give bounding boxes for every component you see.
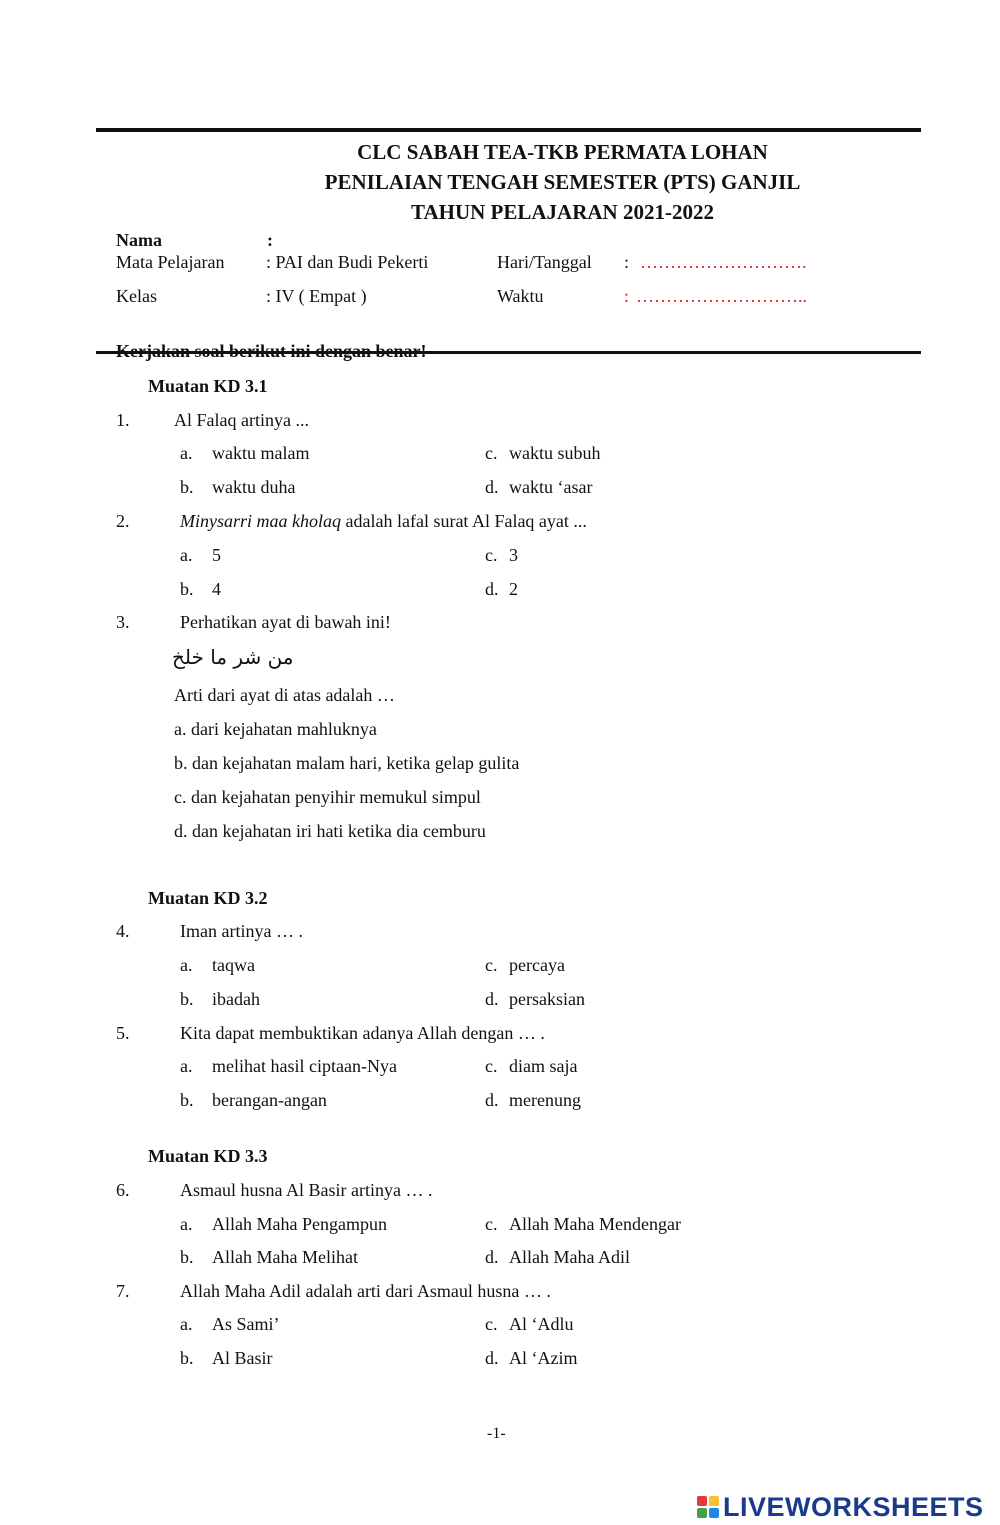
- option-text[interactable]: Allah Maha Melihat: [212, 1247, 358, 1267]
- question-number: 2.: [116, 511, 130, 531]
- option-letter[interactable]: d.: [485, 579, 499, 599]
- option-letter[interactable]: b.: [180, 1247, 194, 1267]
- option-text[interactable]: percaya: [509, 955, 565, 975]
- option-letter[interactable]: a.: [180, 1214, 193, 1234]
- hari-colon: :: [624, 252, 630, 272]
- arabic-verse: من شر ما خلخ: [172, 645, 294, 669]
- school-title: CLC SABAH TEA-TKB PERMATA LOHAN: [357, 140, 768, 164]
- option-text[interactable]: waktu ‘asar: [509, 477, 593, 497]
- option-letter[interactable]: b.: [180, 989, 194, 1009]
- option-letter[interactable]: a.: [180, 1314, 193, 1334]
- section-title: Muatan KD 3.3: [148, 1146, 268, 1166]
- question-text: Perhatikan ayat di bawah ini!: [180, 612, 391, 632]
- page-number: -1-: [487, 1425, 506, 1442]
- option-letter[interactable]: a.: [180, 545, 193, 565]
- kelas-label: Kelas: [116, 286, 157, 306]
- option-text[interactable]: Allah Maha Mendengar: [509, 1214, 681, 1234]
- question-text-rest: adalah lafal surat Al Falaq ayat ...: [341, 511, 587, 531]
- option-text[interactable]: waktu duha: [212, 477, 296, 497]
- option-letter[interactable]: c.: [485, 955, 498, 975]
- section-title: Muatan KD 3.2: [148, 888, 268, 908]
- question-number: 3.: [116, 612, 130, 632]
- logo-mark-icon: [697, 1496, 719, 1518]
- question-text: Asmaul husna Al Basir artinya … .: [180, 1180, 433, 1200]
- option-letter[interactable]: b.: [180, 477, 194, 497]
- question-text: Al Falaq artinya ...: [174, 410, 309, 430]
- option-text[interactable]: ibadah: [212, 989, 260, 1009]
- kelas-value: : IV ( Empat ): [266, 286, 367, 306]
- option-text[interactable]: 5: [212, 545, 221, 565]
- option-text[interactable]: persaksian: [509, 989, 585, 1009]
- option-item[interactable]: a. dari kejahatan mahluknya: [174, 719, 377, 739]
- question-text: Kita dapat membuktikan adanya Allah dengan … .: [180, 1023, 545, 1043]
- option-text[interactable]: 3: [509, 545, 518, 565]
- waktu-label: Waktu: [497, 286, 544, 306]
- mid-rule: [96, 351, 921, 354]
- logo-square: [709, 1496, 719, 1506]
- mapel-value: : PAI dan Budi Pekerti: [266, 252, 429, 272]
- option-item[interactable]: d. dan kejahatan iri hati ketika dia cemburu: [174, 821, 486, 841]
- question-number: 6.: [116, 1180, 130, 1200]
- waktu-field[interactable]: ………………………..: [636, 286, 807, 306]
- option-text[interactable]: Allah Maha Pengampun: [212, 1214, 387, 1234]
- question-number: 5.: [116, 1023, 130, 1043]
- liveworksheets-logo[interactable]: [697, 1490, 984, 1524]
- nama-label: Nama: [116, 230, 162, 250]
- option-letter[interactable]: c.: [485, 1056, 498, 1076]
- question-text: Iman artinya … .: [180, 921, 303, 941]
- option-item[interactable]: b. dan kejahatan malam hari, ketika gelap gulita: [174, 753, 520, 773]
- option-letter[interactable]: d.: [485, 1348, 499, 1368]
- option-item[interactable]: c. dan kejahatan penyihir memukul simpul: [174, 787, 481, 807]
- logo-text: LIVEWORKSHEETS: [723, 1491, 984, 1522]
- option-letter[interactable]: c.: [485, 443, 498, 463]
- top-rule: [96, 128, 921, 132]
- question-text: Allah Maha Adil adalah arti dari Asmaul husna … .: [180, 1281, 551, 1301]
- option-text[interactable]: waktu malam: [212, 443, 310, 463]
- question-number: 1.: [116, 410, 130, 430]
- logo-square: [709, 1508, 719, 1518]
- option-letter[interactable]: a.: [180, 1056, 193, 1076]
- option-text[interactable]: Al ‘Adlu: [509, 1314, 574, 1334]
- option-letter[interactable]: d.: [485, 477, 499, 497]
- option-text[interactable]: 2: [509, 579, 518, 599]
- option-text[interactable]: taqwa: [212, 955, 255, 975]
- option-letter[interactable]: a.: [180, 443, 193, 463]
- option-letter[interactable]: c.: [485, 545, 498, 565]
- hari-field[interactable]: ……………………….: [640, 252, 807, 272]
- option-letter[interactable]: a.: [180, 955, 193, 975]
- year-title: TAHUN PELAJARAN 2021-2022: [411, 200, 714, 224]
- section-title: Muatan KD 3.1: [148, 376, 268, 396]
- nama-colon: :: [267, 230, 273, 250]
- option-letter[interactable]: b.: [180, 1348, 194, 1368]
- option-text[interactable]: melihat hasil ciptaan-Nya: [212, 1056, 397, 1076]
- waktu-colon: :: [624, 286, 630, 306]
- mapel-label: Mata Pelajaran: [116, 252, 225, 272]
- option-text[interactable]: 4: [212, 579, 221, 599]
- option-text[interactable]: Al ‘Azim: [509, 1348, 578, 1368]
- question-number: 7.: [116, 1281, 130, 1301]
- question-number: 4.: [116, 921, 130, 941]
- option-text[interactable]: Allah Maha Adil: [509, 1247, 630, 1267]
- option-letter[interactable]: b.: [180, 1090, 194, 1110]
- option-letter[interactable]: d.: [485, 1247, 499, 1267]
- option-text[interactable]: diam saja: [509, 1056, 578, 1076]
- option-text[interactable]: berangan-angan: [212, 1090, 327, 1110]
- option-letter[interactable]: b.: [180, 579, 194, 599]
- question-text: [180, 511, 587, 532]
- option-text[interactable]: Al Basir: [212, 1348, 273, 1368]
- question-subtext: Arti dari ayat di atas adalah …: [174, 685, 395, 705]
- logo-square: [697, 1508, 707, 1518]
- option-letter[interactable]: d.: [485, 1090, 499, 1110]
- hari-label: Hari/Tanggal: [497, 252, 592, 272]
- option-letter[interactable]: d.: [485, 989, 499, 1009]
- question-text-italic: Minysarri maa kholaq: [180, 511, 341, 531]
- exam-title: PENILAIAN TENGAH SEMESTER (PTS) GANJIL: [324, 170, 801, 194]
- option-text[interactable]: waktu subuh: [509, 443, 601, 463]
- option-letter[interactable]: c.: [485, 1214, 498, 1234]
- option-text[interactable]: As Sami’: [212, 1314, 280, 1334]
- option-letter[interactable]: c.: [485, 1314, 498, 1334]
- option-text[interactable]: merenung: [509, 1090, 581, 1110]
- logo-square: [697, 1496, 707, 1506]
